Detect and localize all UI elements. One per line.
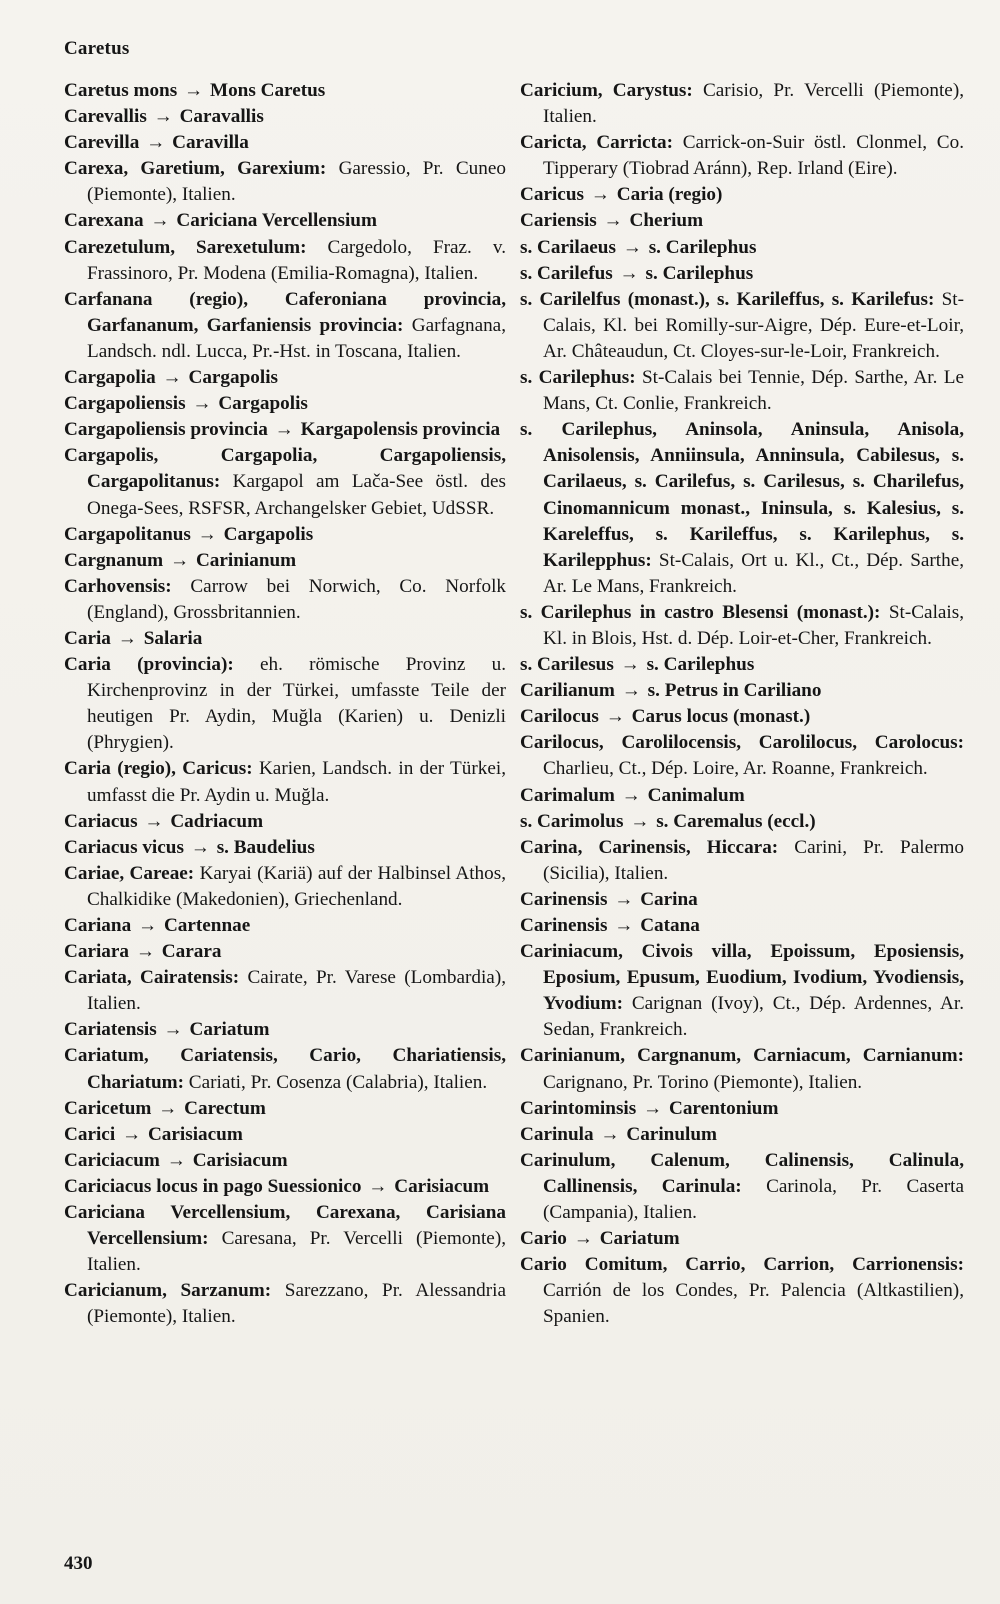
cross-reference-arrow: → [135, 941, 155, 963]
dictionary-entry [520, 130, 964, 182]
entry-headword: Cariciacus locus in pago Suessionico [64, 1175, 362, 1197]
cross-reference-arrow: → [166, 1149, 186, 1171]
cross-reference-target: s. Carilephus [646, 654, 755, 676]
dictionary-entry [520, 1043, 964, 1095]
entry-definition: St-Calais bei Tennie, Dép. Sarthe, Ar. Le Mans, Ct. Conlie, Frankreich. [543, 367, 965, 415]
dictionary-entry [520, 1096, 964, 1122]
entry-definition: Carrick-on-Suir östl. Clonmel, Co. Tipperary (Tiobrad Aránn), Rep. Irland (Eire). [543, 132, 964, 180]
cross-reference-arrow: → [121, 1123, 142, 1145]
entry-headword: Cariniacum, Civois villa, Epoissum, Eposiensis, Eposium, Epusum, Euodium, Ivodium, Yvodiensis, Yvodium: [520, 941, 964, 1015]
cross-reference-arrow: → [190, 836, 210, 858]
cross-reference-target: Cargapolis [223, 523, 314, 545]
entry-definition: Cariati, Pr. Cosenza (Calabria), Italien. [188, 1071, 488, 1093]
entry-headword: s. Carilefus [520, 262, 613, 284]
entry-headword: Carilianum [520, 680, 615, 702]
cross-reference-arrow: → [197, 523, 217, 545]
entry-definition: Sarezzano, Pr. Alessandria (Piemonte), Italien. [87, 1280, 507, 1328]
entry-headword: s. Carilelfus (monast.), s. Karileffus, s. Karilefus: [520, 288, 935, 310]
entry-headword: Cario [520, 1228, 567, 1250]
cross-reference-arrow: → [158, 1097, 178, 1119]
entry-definition: Garessio, Pr. Cuneo (Piemonte), Italien. [87, 158, 506, 206]
dictionary-entry [520, 704, 964, 730]
entry-headword: Cariacus vicus [64, 836, 184, 858]
entry-headword: Carinensis [520, 888, 608, 910]
cross-reference-arrow: → [630, 810, 650, 832]
cross-reference-arrow: → [163, 1019, 183, 1041]
dictionary-entry [64, 156, 506, 208]
cross-reference-target: Cargapolis [188, 367, 279, 389]
cross-reference-target: Carinulum [626, 1123, 717, 1145]
dictionary-entry [64, 78, 506, 104]
entry-headword: s. Carilesus [520, 654, 614, 676]
entry-headword: Caricianum, Sarzanum: [64, 1280, 272, 1302]
cross-reference-arrow: → [150, 210, 170, 232]
entry-headword: Cargapoliensis [64, 393, 186, 415]
dictionary-entry [520, 809, 964, 835]
entry-headword: Cargapolia [64, 367, 156, 389]
dictionary-entry [64, 1200, 506, 1278]
dictionary-entry [520, 600, 964, 652]
entry-headword: Cariata, Cairatensis: [64, 967, 240, 989]
right-column [520, 78, 964, 1331]
entry-headword: Cariatum, Cariatensis, Cario, Chariatiensis, Chariatum: [64, 1045, 506, 1093]
cross-reference-arrow: → [183, 80, 204, 101]
cross-reference-arrow: → [169, 549, 190, 571]
entry-headword: Carimalum [520, 784, 615, 806]
dictionary-entry [64, 913, 506, 939]
entry-headword: Carinula [520, 1123, 594, 1145]
entry-headword: Carevilla [64, 132, 140, 154]
dictionary-entry [64, 130, 506, 156]
entry-headword: Cariatensis [64, 1019, 157, 1041]
dictionary-entry [520, 287, 964, 365]
dictionary-entry [520, 652, 964, 678]
cross-reference-target: Cariatum [189, 1019, 270, 1041]
entry-headword: Cargapolitanus [64, 523, 191, 545]
dictionary-entry [64, 809, 506, 835]
cross-reference-target: Salaria [143, 627, 203, 649]
cross-reference-target: Caria (regio) [616, 184, 723, 206]
dictionary-entry [520, 1226, 964, 1252]
cross-reference-arrow: → [117, 627, 137, 649]
cross-reference-target: Mons Caretus [209, 80, 326, 101]
dictionary-entry [64, 391, 506, 417]
entry-headword: Carinensis [520, 915, 608, 936]
cross-reference-target: Cherium [629, 210, 704, 232]
dictionary-entry [64, 652, 506, 756]
dictionary-entry [64, 417, 506, 443]
dictionary-entry [520, 182, 964, 208]
entry-definition: Cairate, Pr. Varese (Lombardia), Italien. [87, 967, 507, 1015]
entry-headword: Cargnanum [64, 549, 164, 571]
dictionary-entry [520, 208, 964, 234]
cross-reference-arrow: → [614, 888, 634, 910]
entry-definition: Garfagnana, Landsch. ndl. Lucca, Pr.-Hst. in Toscana, Italien. [87, 314, 506, 362]
cross-reference-arrow: → [643, 1097, 663, 1119]
entry-headword: Cario Comitum, Carrio, Carrion, Carrionensis: [520, 1254, 964, 1276]
cross-reference-arrow: → [192, 393, 212, 415]
entry-definition: Caresana, Pr. Vercelli (Piemonte), Italien. [87, 1228, 507, 1276]
cross-reference-arrow: → [622, 236, 642, 258]
page-number: 430 [64, 1553, 93, 1574]
cross-reference-target: Carina [640, 888, 698, 910]
entry-headword: Carexana [64, 210, 144, 232]
cross-reference-target: s. Carilephus [645, 262, 754, 284]
dictionary-entry [64, 1017, 506, 1043]
cross-reference-arrow: → [153, 106, 173, 128]
entry-headword: Cariciana Vercellensium, Carexana, Carisiana Vercellensium: [64, 1202, 506, 1250]
entry-definition: St-Calais, Kl. bei Romilly-sur-Aigre, Dép. Eure-et-Loir, Ar. Châteaudun, Ct. Cloyes-sur-le-Loir, Frankreich. [543, 288, 964, 362]
entry-headword: Caria (provincia): [64, 654, 234, 676]
dictionary-entry [64, 1148, 506, 1174]
dictionary-entry [64, 1096, 506, 1122]
entry-headword: Carinianum, Cargnanum, Carniacum, Carnianum: [520, 1045, 964, 1067]
entry-definition: Cargedolo, Fraz. v. Frassinoro, Pr. Modena (Emilia-Romagna), Italien. [87, 236, 506, 284]
dictionary-entry [64, 104, 506, 130]
entry-definition: St-Calais, Ort u. Kl., Ct., Dép. Sarthe, Ar. Le Mans, Frankreich. [543, 549, 965, 597]
cross-reference-arrow: → [614, 915, 634, 936]
entry-headword: Cariara [64, 941, 130, 963]
entry-headword: Cariae, Careae: [64, 862, 195, 884]
entry-definition: Carrión de los Condes, Pr. Palencia (Altkastilien), Spanien. [543, 1280, 964, 1328]
cross-reference-target: Cadriacum [170, 810, 264, 832]
dictionary-entry [520, 939, 964, 1043]
dictionary-entry [520, 1122, 964, 1148]
cross-reference-arrow: → [621, 680, 641, 702]
cross-reference-target: Carisiacum [394, 1175, 490, 1197]
dictionary-entry [64, 365, 506, 391]
entry-definition: Karien, Landsch. in der Türkei, umfasst die Pr. Aydin u. Muğla. [87, 758, 507, 806]
dictionary-entry [520, 261, 964, 287]
entry-headword: Caricium, Carystus: [520, 80, 693, 101]
cross-reference-target: s. Petrus in Cariliano [647, 680, 822, 702]
cross-reference-arrow: → [144, 810, 164, 832]
cross-reference-target: Caravilla [172, 132, 249, 154]
entry-headword: s. Carilephus: [520, 367, 636, 389]
cross-reference-target: Carectum [184, 1097, 266, 1119]
dictionary-entry [520, 783, 964, 809]
cross-reference-target: Carus locus (monast.) [631, 706, 811, 728]
entry-headword: s. Carimolus [520, 810, 624, 832]
running-head: Caretus [64, 38, 130, 59]
cross-reference-arrow: → [368, 1175, 388, 1197]
entry-definition: Carinola, Pr. Caserta (Campania), Italien. [543, 1175, 964, 1224]
cross-reference-arrow: → [162, 367, 182, 389]
entry-headword: Caria [64, 627, 111, 649]
dictionary-entry [520, 78, 964, 130]
dictionary-entry [64, 965, 506, 1017]
entry-headword: Carezetulum, Sarexetulum: [64, 236, 307, 258]
cross-reference-arrow: → [605, 706, 625, 728]
cross-reference-arrow: → [600, 1123, 620, 1145]
dictionary-entry [64, 522, 506, 548]
cross-reference-target: Cariciana Vercellensium [176, 210, 377, 232]
cross-reference-target: Carisiacum [192, 1149, 288, 1171]
dictionary-entry [64, 756, 506, 808]
left-column [64, 78, 506, 1331]
cross-reference-target: s. Baudelius [216, 836, 315, 858]
entry-headword: Carexa, Garetium, Garexium: [64, 158, 327, 180]
entry-headword: s. Carilephus in castro Blesensi (monast.): [520, 601, 881, 623]
entry-headword: Carilocus [520, 706, 599, 728]
dictionary-entry [64, 235, 506, 287]
cross-reference-target: Carinianum [195, 549, 297, 571]
dictionary-entry [520, 417, 964, 600]
entry-headword: Cariensis [520, 210, 597, 232]
entry-headword: s. Carilaeus [520, 236, 616, 258]
entry-headword: Caricus [520, 184, 584, 206]
dictionary-entry [64, 1278, 506, 1330]
cross-reference-target: Carentonium [668, 1097, 779, 1119]
cross-reference-target: Cargapolis [218, 393, 308, 415]
entry-headword: Carintominsis [520, 1097, 637, 1119]
cross-reference-arrow: → [621, 784, 641, 806]
entry-headword: Carilocus, Carolilocensis, Carolilocus, Carolocus: [520, 732, 964, 754]
cross-reference-target: Carara [161, 941, 222, 963]
cross-reference-target: Caravallis [179, 106, 264, 128]
entry-headword: Carina, Carinensis, Hiccara: [520, 836, 779, 858]
dictionary-entry [520, 235, 964, 261]
entry-headword: Caretus mons [64, 80, 178, 101]
dictionary-entry [64, 1043, 506, 1095]
entry-headword: Carhovensis: [64, 575, 172, 597]
entry-definition: eh. römische Provinz u. Kirchenprovinz in der Türkei, umfasste Teile der heutigen Pr. Aydin, Muğla (Karien) u. Denizli (Phrygien). [87, 654, 506, 754]
dictionary-entry [520, 365, 964, 417]
entry-headword: Caricetum [64, 1097, 152, 1119]
entry-headword: Cariciacum [64, 1149, 160, 1171]
dictionary-entry [64, 443, 506, 521]
entry-headword: Cargapoliensis provincia [64, 419, 268, 441]
cross-reference-arrow: → [619, 262, 639, 284]
cross-reference-target: Cartennae [163, 915, 251, 936]
entry-definition: Charlieu, Ct., Dép. Loire, Ar. Roanne, Frankreich. [543, 758, 928, 780]
entry-headword: Cariacus [64, 810, 138, 832]
cross-reference-target: Cariatum [599, 1228, 680, 1250]
cross-reference-target: Carisiacum [147, 1123, 243, 1145]
dictionary-entry [64, 835, 506, 861]
dictionary-entry [520, 730, 964, 782]
dictionary-entry [64, 208, 506, 234]
dictionary-entry [64, 287, 506, 365]
dictionary-entry [520, 835, 964, 887]
dictionary-entry [520, 678, 964, 704]
entry-definition: Karyai (Kariä) auf der Halbinsel Athos, Chalkidike (Makedonien), Griechenland. [87, 862, 507, 910]
cross-reference-target: s. Caremalus (eccl.) [656, 810, 816, 832]
entry-headword: Carevallis [64, 106, 147, 128]
cross-reference-target: Canimalum [647, 784, 745, 806]
dictionary-entry [520, 1252, 964, 1330]
dictionary-entry [64, 626, 506, 652]
dictionary-entry [520, 1148, 964, 1226]
cross-reference-arrow: → [146, 132, 166, 154]
cross-reference-arrow: → [590, 184, 610, 206]
entry-definition: Carini, Pr. Palermo (Sicilia), Italien. [543, 836, 964, 884]
entry-headword: Cargapolis, Cargapolia, Cargapoliensis, Cargapolitanus: [64, 445, 506, 493]
entry-definition: Kargapol am Lača-See östl. des Onega-Sees, RSFSR, Archangelsker Gebiet, UdSSR. [87, 471, 506, 519]
cross-reference-arrow: → [620, 654, 640, 676]
dictionary-entry [520, 913, 964, 939]
entry-definition: Carisio, Pr. Vercelli (Piemonte), Italien. [543, 80, 965, 128]
cross-reference-arrow: → [573, 1228, 593, 1250]
dictionary-entry [520, 887, 964, 913]
cross-reference-arrow: → [603, 210, 623, 232]
dictionary-entry [64, 861, 506, 913]
entry-definition: Carignan (Ivoy), Ct., Dép. Ardennes, Ar. Sedan, Frankreich. [543, 993, 965, 1041]
cross-reference-target: Catana [640, 915, 700, 936]
cross-reference-target: s. Carilephus [648, 236, 757, 258]
entry-headword: s. Carilephus, Aninsola, Aninsula, Anisola, Anisolensis, Anniinsula, Anninsula, Cabilesus, s. Carilaeus, s. Carilefus, s. Carilesus, s. Charilefus, Cinomannicum monast., Ininsula, s. Kalesius, s. Kareleffus, s. Karileffus, s. Karilephus, s. Karilepphus: [520, 419, 964, 571]
entry-headword: Caricta, Carricta: [520, 132, 674, 154]
entry-headword: Caria (regio), Caricus: [64, 758, 253, 780]
entry-headword: Carinulum, Calenum, Calinensis, Calinula, Callinensis, Carinula: [520, 1149, 964, 1197]
cross-reference-arrow: → [137, 915, 158, 936]
entry-headword: Carfanana (regio), Caferoniana provincia, Garfananum, Garfaniensis provincia: [64, 288, 506, 336]
entry-headword: Cariana [64, 915, 132, 936]
dictionary-entry [64, 939, 506, 965]
entry-definition: Carrow bei Norwich, Co. Norfolk (England), Grossbritannien. [87, 575, 507, 623]
dictionary-entry [64, 574, 506, 626]
entry-definition: St-Calais, Kl. in Blois, Hst. d. Dép. Loir-et-Cher, Frankreich. [543, 601, 965, 649]
cross-reference-arrow: → [274, 419, 294, 441]
entry-headword: Carici [64, 1123, 116, 1145]
dictionary-entry [64, 548, 506, 574]
dictionary-entry [64, 1122, 506, 1148]
dictionary-entry [64, 1174, 506, 1200]
cross-reference-target: Kargapolensis provincia [300, 419, 501, 441]
entry-definition: Carignano, Pr. Torino (Piemonte), Italien. [543, 1071, 863, 1093]
